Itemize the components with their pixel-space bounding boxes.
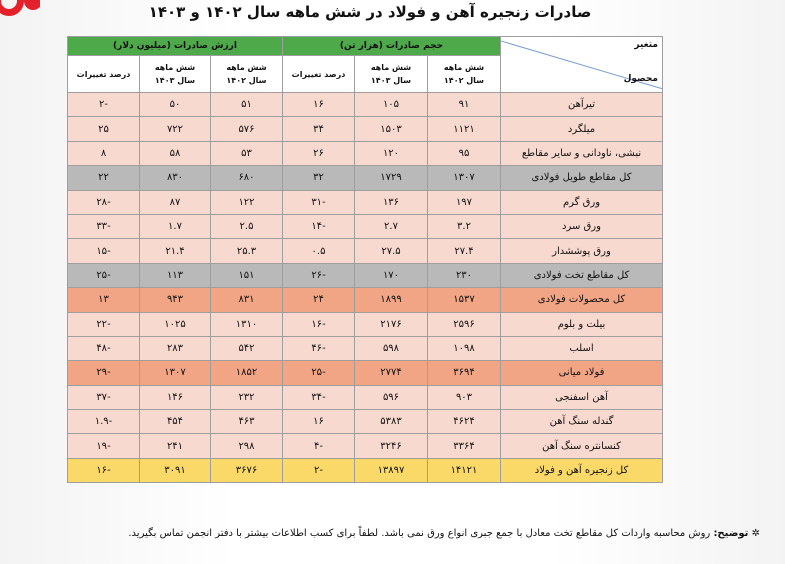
- table-row: [68, 214, 663, 238]
- value-1402-cell: ۳۶۷۶: [211, 458, 283, 482]
- volume-1403-cell: ۱۳۶: [355, 190, 428, 214]
- logo: [0, 0, 40, 22]
- value-1403-cell: ۹۴۳: [140, 288, 211, 312]
- value-1402-cell: ۶۸۰: [211, 166, 283, 190]
- value-1402-cell: ۴۶۳: [211, 410, 283, 434]
- col-header-volume-change: درصد تغییرات: [283, 56, 355, 93]
- col-header-value-1402: شش ماهه سال ۱۴۰۲: [211, 56, 283, 93]
- product-name-cell: کنسانتره سنگ آهن: [501, 434, 663, 458]
- value-1402-cell: ۱۲۲: [211, 190, 283, 214]
- product-name-cell: کل مقاطع طویل فولادی: [501, 166, 663, 190]
- volume-1403-cell: ۱۲۰: [355, 141, 428, 165]
- volume-change-cell: -۲: [283, 458, 355, 482]
- volume-1402-cell: ۲۵۹۶: [428, 312, 501, 336]
- volume-1402-cell: ۱۰۹۸: [428, 336, 501, 360]
- product-name-cell: میلگرد: [501, 117, 663, 141]
- col-header-volume-1403: شش ماهه سال ۱۴۰۳: [355, 56, 428, 93]
- product-name-cell: کل زنجیره آهن و فولاد: [501, 458, 663, 482]
- value-1402-cell: ۵۱: [211, 93, 283, 117]
- group-header-volume: حجم صادرات (هزار تن): [283, 37, 501, 56]
- volume-1403-cell: ۵۹۶: [355, 385, 428, 409]
- value-1402-cell: ۲۵.۳: [211, 239, 283, 263]
- volume-1402-cell: ۳.۲: [428, 214, 501, 238]
- table-row: [68, 434, 663, 458]
- volume-1403-cell: ۲.۷: [355, 214, 428, 238]
- product-name-cell: بیلت و بلوم: [501, 312, 663, 336]
- footnote-text: روش محاسبه واردات کل مقاطع تخت معادل با جمع جبری انواع ورق نمی باشد. لطفاً برای کسب اطلاعات بیشتر با دفتر انجمن تماس بگیرید.: [128, 528, 711, 539]
- table-row: [68, 141, 663, 165]
- value-change-cell: -۱۶: [68, 458, 140, 482]
- value-1403-cell: ۵۰: [140, 93, 211, 117]
- value-1402-cell: ۱۵۱: [211, 263, 283, 287]
- product-name-cell: تیرآهن: [501, 93, 663, 117]
- page-title: صادرات زنجیره آهن و فولاد در شش ماهه سال ۱۴۰۲ و ۱۴۰۳: [148, 3, 592, 21]
- volume-1402-cell: ۹۵: [428, 141, 501, 165]
- value-1403-cell: ۸۷: [140, 190, 211, 214]
- value-change-cell: -۳۷: [68, 385, 140, 409]
- value-1402-cell: ۲۳۲: [211, 385, 283, 409]
- value-change-cell: -۳۳: [68, 214, 140, 238]
- volume-change-cell: -۴۶: [283, 336, 355, 360]
- volume-1403-cell: ۳۲۴۶: [355, 434, 428, 458]
- value-change-cell: ۸: [68, 141, 140, 165]
- volume-1402-cell: ۱۱۲۱: [428, 117, 501, 141]
- table-row: [68, 385, 663, 409]
- value-1402-cell: ۲.۵: [211, 214, 283, 238]
- volume-1402-cell: ۱۹۷: [428, 190, 501, 214]
- product-name-cell: کل مقاطع تخت فولادی: [501, 263, 663, 287]
- table-row: [68, 93, 663, 117]
- value-change-cell: ۲۵: [68, 117, 140, 141]
- volume-change-cell: ۲۴: [283, 288, 355, 312]
- value-change-cell: ۲۲: [68, 166, 140, 190]
- table-row: [68, 410, 663, 434]
- value-change-cell: -۲۸: [68, 190, 140, 214]
- product-name-cell: اسلب: [501, 336, 663, 360]
- volume-1403-cell: ۲۷۷۴: [355, 361, 428, 385]
- table-row: [68, 263, 663, 287]
- value-1402-cell: ۵۴۲: [211, 336, 283, 360]
- volume-change-cell: ۱۶: [283, 93, 355, 117]
- value-1403-cell: ۱۱۳: [140, 263, 211, 287]
- table-row: [68, 239, 663, 263]
- volume-change-cell: -۳۴: [283, 385, 355, 409]
- volume-1403-cell: ۲۱۷۶: [355, 312, 428, 336]
- export-table: [67, 36, 663, 483]
- table-row: [68, 190, 663, 214]
- value-1402-cell: ۱۳۱۰: [211, 312, 283, 336]
- value-change-cell: -۱۹: [68, 434, 140, 458]
- volume-1402-cell: ۹۱: [428, 93, 501, 117]
- value-1403-cell: ۲۱.۴: [140, 239, 211, 263]
- volume-1403-cell: ۱۸۹۹: [355, 288, 428, 312]
- footnote-label: توضیح:: [713, 528, 749, 539]
- volume-1402-cell: ۳۶۹۴: [428, 361, 501, 385]
- logo-dot-shape: [24, 0, 40, 10]
- value-1402-cell: ۱۸۵۲: [211, 361, 283, 385]
- volume-1402-cell: ۹۰۳: [428, 385, 501, 409]
- group-header-value: ارزش صادرات (میلیون دلار): [68, 37, 283, 56]
- value-1403-cell: ۷۲۲: [140, 117, 211, 141]
- table-row: [68, 458, 663, 482]
- value-change-cell: ۱۳: [68, 288, 140, 312]
- volume-change-cell: ۰.۵: [283, 239, 355, 263]
- value-change-cell: -۱۵: [68, 239, 140, 263]
- volume-1403-cell: ۲۷.۵: [355, 239, 428, 263]
- product-name-cell: ورق پوششدار: [501, 239, 663, 263]
- volume-1402-cell: ۱۳۰۷: [428, 166, 501, 190]
- value-1403-cell: ۱.۷: [140, 214, 211, 238]
- volume-1403-cell: ۵۹۸: [355, 336, 428, 360]
- volume-1403-cell: ۱۷۲۹: [355, 166, 428, 190]
- corner-header: [501, 37, 663, 93]
- product-name-cell: کل محصولات فولادی: [501, 288, 663, 312]
- value-change-cell: -۴۸: [68, 336, 140, 360]
- volume-1403-cell: ۱۳۸۹۷: [355, 458, 428, 482]
- corner-header-product: محصول: [623, 74, 658, 84]
- footnote-marker: ✲: [751, 528, 760, 539]
- volume-1402-cell: ۴۶۲۴: [428, 410, 501, 434]
- volume-1402-cell: ۲۳۰: [428, 263, 501, 287]
- logo-ring-shape: [0, 0, 24, 16]
- value-change-cell: -۲۵: [68, 263, 140, 287]
- col-header-volume-1402: شش ماهه سال ۱۴۰۲: [428, 56, 501, 93]
- col-header-value-change: درصد تغییرات: [68, 56, 140, 93]
- volume-change-cell: -۲۵: [283, 361, 355, 385]
- value-change-cell: -۲۲: [68, 312, 140, 336]
- volume-change-cell: -۴: [283, 434, 355, 458]
- value-1403-cell: ۵۸: [140, 141, 211, 165]
- value-1403-cell: ۱۰۲۵: [140, 312, 211, 336]
- volume-1403-cell: ۱۷۰: [355, 263, 428, 287]
- volume-change-cell: -۳۱: [283, 190, 355, 214]
- value-change-cell: -۱.۹: [68, 410, 140, 434]
- table-row: [68, 117, 663, 141]
- volume-1403-cell: ۵۳۸۳: [355, 410, 428, 434]
- volume-change-cell: ۲۶: [283, 141, 355, 165]
- volume-change-cell: ۳۲: [283, 166, 355, 190]
- value-1403-cell: ۳۰۹۱: [140, 458, 211, 482]
- volume-1402-cell: ۳۳۶۴: [428, 434, 501, 458]
- value-1402-cell: ۸۳۱: [211, 288, 283, 312]
- product-name-cell: ورق سرد: [501, 214, 663, 238]
- corner-header-variable: متغیر: [634, 40, 658, 50]
- volume-1402-cell: ۲۷.۴: [428, 239, 501, 263]
- value-1403-cell: ۱۳۰۷: [140, 361, 211, 385]
- value-1403-cell: ۴۵۴: [140, 410, 211, 434]
- volume-change-cell: -۲۶: [283, 263, 355, 287]
- product-name-cell: آهن اسفنجی: [501, 385, 663, 409]
- value-1402-cell: ۵۳: [211, 141, 283, 165]
- col-header-value-1403: شش ماهه سال ۱۴۰۳: [140, 56, 211, 93]
- table-row: [68, 361, 663, 385]
- volume-1402-cell: ۱۵۳۷: [428, 288, 501, 312]
- value-1402-cell: ۲۹۸: [211, 434, 283, 458]
- value-change-cell: -۲: [68, 93, 140, 117]
- value-change-cell: -۲۹: [68, 361, 140, 385]
- product-name-cell: فولاد میانی: [501, 361, 663, 385]
- volume-change-cell: ۳۴: [283, 117, 355, 141]
- table-row: [68, 336, 663, 360]
- volume-1402-cell: ۱۴۱۲۱: [428, 458, 501, 482]
- volume-change-cell: -۱۶: [283, 312, 355, 336]
- table-row: [68, 166, 663, 190]
- value-1403-cell: ۲۴۱: [140, 434, 211, 458]
- table-row: [68, 288, 663, 312]
- value-1403-cell: ۲۸۳: [140, 336, 211, 360]
- value-1402-cell: ۵۷۶: [211, 117, 283, 141]
- volume-1403-cell: ۱۵۰۳: [355, 117, 428, 141]
- product-name-cell: نبشی، ناودانی و سایر مقاطع: [501, 141, 663, 165]
- table-row: [68, 312, 663, 336]
- volume-change-cell: ۱۶: [283, 410, 355, 434]
- product-name-cell: گندله سنگ آهن: [501, 410, 663, 434]
- value-1403-cell: ۱۴۶: [140, 385, 211, 409]
- volume-1403-cell: ۱۰۵: [355, 93, 428, 117]
- volume-change-cell: -۱۴: [283, 214, 355, 238]
- value-1403-cell: ۸۳۰: [140, 166, 211, 190]
- footnote: [20, 528, 760, 539]
- product-name-cell: ورق گرم: [501, 190, 663, 214]
